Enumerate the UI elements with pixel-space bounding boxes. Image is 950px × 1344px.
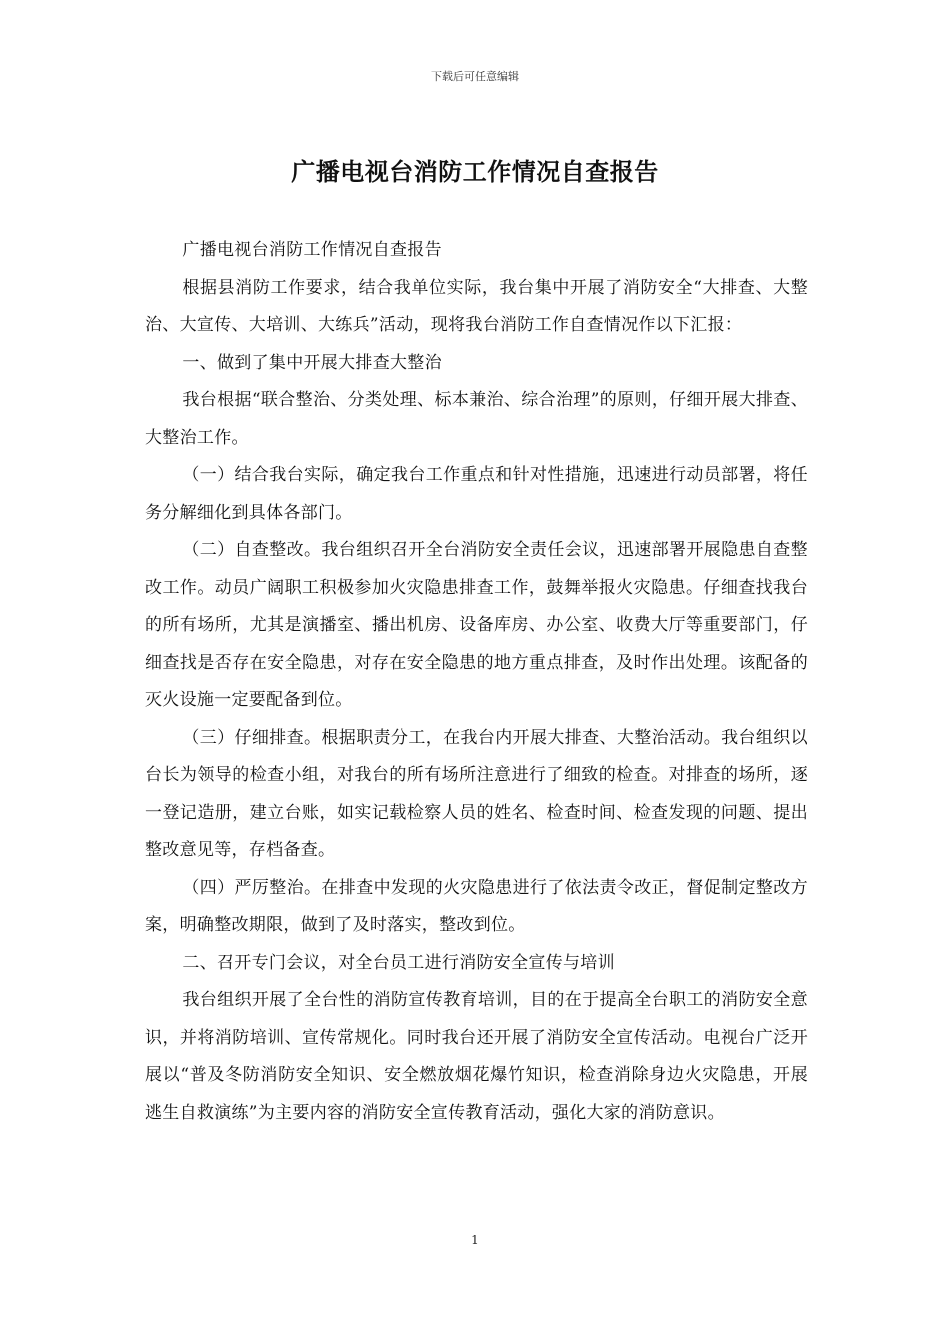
page-number: 1: [471, 1233, 479, 1247]
paragraph-principle: 我台根据“联合整治、分类处理、标本兼治、综合治理”的原则，仔细开展大排查、大整治工作。: [145, 390, 808, 448]
paragraph-item-4: （四）严厉整治。在排查中发现的火灾隐患进行了依法责令改正，督促制定整改方案，明确整改期限，做到了及时落实，整改到位。: [145, 877, 808, 935]
section-heading-2: 二、召开专门会议，对全台员工进行消防安全宣传与培训: [182, 952, 615, 973]
paragraph-item-1: （一）结合我台实际，确定我台工作重点和针对性措施，迅速进行动员部署，将任务分解细化到具体各部门。: [145, 465, 808, 523]
section-heading-1: 一、做到了集中开展大排查大整治: [182, 352, 442, 373]
document-body: [145, 232, 808, 1132]
paragraph-training: 我台组织开展了全台性的消防宣传教育培训，目的在于提高全台职工的消防安全意识，并将消防培训、宣传常规化。同时我台还开展了消防安全宣传活动。电视台广泛开展以“普及冬防消防安全知识、安全燃放烟花爆竹知识，检查消除身边火灾隐患，开展逃生自救演练”为主要内容的消防安全宣传教育活动，强化大家的消防意识。: [145, 990, 808, 1123]
document-title: 广播电视台消防工作情况自查报告: [291, 157, 659, 186]
paragraph-subtitle: 广播电视台消防工作情况自查报告: [182, 240, 442, 260]
paragraph-intro: 根据县消防工作要求，结合我单位实际，我台集中开展了消防安全“大排查、大整治、大宣传、大培训、大练兵”活动，现将我台消防工作自查情况作以下汇报：: [145, 277, 808, 335]
paragraph-item-3: （三）仔细排查。根据职责分工，在我台内开展大排查、大整治活动。我台组织以台长为领导的检查小组，对我台的所有场所注意进行了细致的检查。对排查的场所，逐一登记造册，建立台账，如实记载检察人员的姓名、检查时间、检查发现的问题、提出整改意见等，存档备查。: [145, 727, 808, 860]
paragraph-item-2: （二）自查整改。我台组织召开全台消防安全责任会议，迅速部署开展隐患自查整改工作。动员广阔职工积极参加火灾隐患排查工作，鼓舞举报火灾隐患。仔细查找我台的所有场所，尤其是演播室、播出机房、设备库房、办公室、收费大厅等重要部门，仔细查找是否存在安全隐患，对存在安全隐患的地方重点排查，及时作出处理。该配备的灭火设施一定要配备到位。: [145, 540, 808, 710]
header-note: 下载后可任意编辑: [431, 70, 519, 83]
